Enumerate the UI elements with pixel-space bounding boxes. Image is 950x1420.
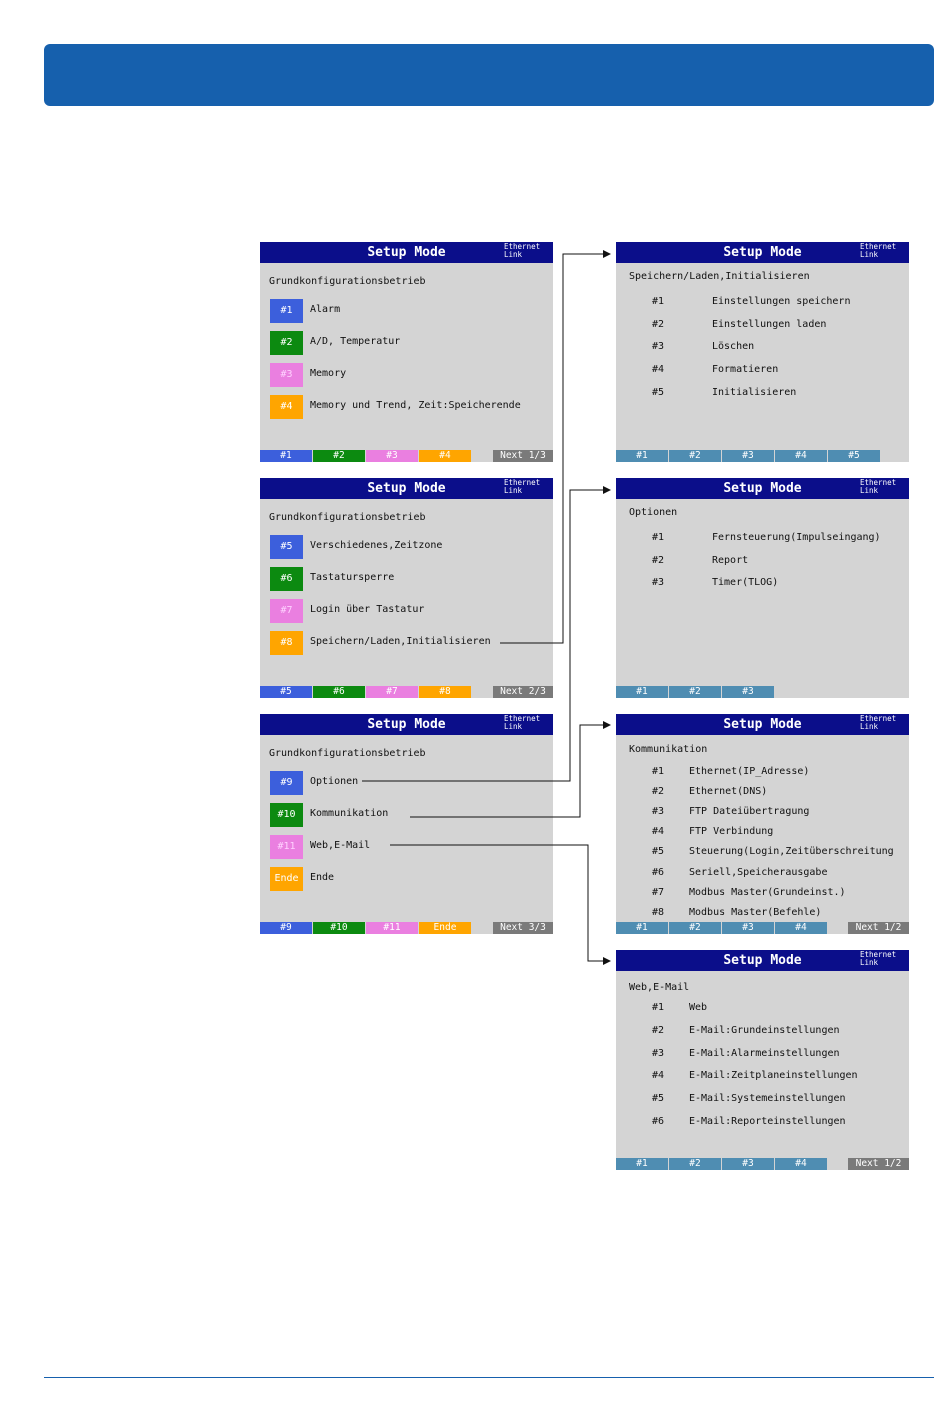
submenu-item-number[interactable]: #2 xyxy=(652,786,665,798)
function-key[interactable]: #8 xyxy=(419,686,471,698)
connector-kommunikation xyxy=(410,721,610,817)
screen-heading: Grundkonfigurationsbetrieb xyxy=(269,512,426,523)
ethernet-label: Ethernet xyxy=(860,950,897,959)
function-key[interactable]: #3 xyxy=(722,922,774,934)
menu-option-key[interactable]: #1 xyxy=(270,299,303,323)
menu-option-key[interactable]: #4 xyxy=(270,395,303,419)
menu-option-key[interactable]: #6 xyxy=(270,567,303,591)
menu-option-label[interactable]: Login über Tastatur xyxy=(310,604,425,615)
screen-heading: Optionen xyxy=(629,507,678,518)
next-page-key[interactable]: Next 2/3 xyxy=(493,686,553,698)
ethernet-label: Ethernet xyxy=(860,242,897,251)
ethernet-label: Ethernet xyxy=(860,478,897,487)
screen-title: Setup Mode xyxy=(723,245,802,260)
menu-option-label[interactable]: Verschiedenes,Zeitzone xyxy=(310,540,443,551)
submenu-item-label[interactable]: FTP Verbindung xyxy=(689,826,774,838)
menu-option-key[interactable]: #2 xyxy=(270,331,303,355)
menu-option-key[interactable]: #8 xyxy=(270,631,303,655)
screen-heading: Web,E-Mail xyxy=(629,982,690,993)
ethernet-label: Ethernet xyxy=(860,714,897,723)
submenu-item-label[interactable]: Fernsteuerung(Impulseingang) xyxy=(712,532,881,543)
link-label: Link xyxy=(860,957,879,967)
footer-rule xyxy=(44,1377,934,1378)
submenu-item-label[interactable]: Timer(TLOG) xyxy=(712,577,779,589)
submenu-item-label[interactable]: Report xyxy=(712,554,749,566)
function-key[interactable]: #3 xyxy=(366,450,418,462)
screen-title: Setup Mode xyxy=(723,481,802,496)
connector-web-email xyxy=(390,845,610,961)
screen-heading: Speichern/Laden,Initialisieren xyxy=(629,271,810,282)
function-key[interactable]: #2 xyxy=(313,450,365,462)
function-key[interactable]: #3 xyxy=(722,1158,774,1170)
function-key[interactable]: #3 xyxy=(722,450,774,462)
function-key[interactable]: #3 xyxy=(722,686,774,698)
submenu-item-number[interactable]: #3 xyxy=(652,1047,665,1059)
submenu-item-number[interactable]: #1 xyxy=(652,1002,665,1013)
link-label: Link xyxy=(860,485,879,495)
menu-option-label[interactable]: Kommunikation xyxy=(310,808,389,819)
submenu-item-label[interactable]: Steuerung(Login,Zeitüberschreitung xyxy=(689,846,894,858)
next-page-key[interactable]: Next 1/2 xyxy=(848,1158,909,1170)
submenu-item-number[interactable]: #7 xyxy=(652,886,665,898)
submenu-item-label[interactable]: E-Mail:Alarmeinstellungen xyxy=(689,1047,840,1059)
submenu-item-number[interactable]: #4 xyxy=(652,826,665,838)
submenu-item-number[interactable]: #1 xyxy=(652,532,665,543)
function-key[interactable]: #2 xyxy=(669,450,721,462)
connector-speichern-laden xyxy=(500,254,610,643)
menu-option-label[interactable]: Alarm xyxy=(310,304,341,315)
function-key[interactable]: #10 xyxy=(313,922,365,934)
submenu-item-number[interactable]: #6 xyxy=(652,1116,665,1127)
screen-heading: Grundkonfigurationsbetrieb xyxy=(269,748,426,759)
menu-option-label[interactable]: Ende xyxy=(310,872,335,883)
function-key[interactable]: #6 xyxy=(313,686,365,698)
menu-option-key[interactable]: #5 xyxy=(270,535,303,559)
submenu-item-number[interactable]: #5 xyxy=(652,846,665,858)
menu-option-key[interactable]: #3 xyxy=(270,363,303,387)
submenu-item-number[interactable]: #2 xyxy=(652,1024,665,1036)
submenu-item-number[interactable]: #3 xyxy=(652,341,665,353)
function-key[interactable]: #5 xyxy=(828,450,880,462)
function-key[interactable]: #1 xyxy=(616,1158,668,1170)
screen-heading: Grundkonfigurationsbetrieb xyxy=(269,276,426,287)
ethernet-label: Ethernet xyxy=(504,714,541,723)
submenu-item-number[interactable]: #8 xyxy=(652,906,665,918)
submenu-item-label[interactable]: E-Mail:Zeitplaneinstellungen xyxy=(689,1070,858,1082)
function-key[interactable]: #2 xyxy=(669,686,721,698)
next-page-key[interactable]: Next 3/3 xyxy=(493,922,553,934)
submenu-item-label[interactable]: Web xyxy=(689,1002,708,1013)
function-key[interactable]: #9 xyxy=(260,922,312,934)
submenu-item-number[interactable]: #3 xyxy=(652,806,665,818)
submenu-item-number[interactable]: #3 xyxy=(652,577,665,589)
function-key[interactable]: #4 xyxy=(775,922,827,934)
function-key[interactable]: #1 xyxy=(616,922,668,934)
menu-option-key[interactable]: #10 xyxy=(270,803,303,827)
menu-option-label[interactable]: Optionen xyxy=(310,776,359,787)
function-key[interactable]: #2 xyxy=(669,922,721,934)
submenu-item-number[interactable]: #5 xyxy=(652,386,665,398)
submenu-item-label[interactable]: Einstellungen speichern xyxy=(712,296,851,307)
submenu-item-label[interactable]: Initialisieren xyxy=(712,386,797,398)
submenu-item-label[interactable]: Ethernet(DNS) xyxy=(689,786,768,798)
screen-heading: Kommunikation xyxy=(629,744,708,755)
menu-option-key[interactable]: Ende xyxy=(270,867,303,891)
screen-title: Setup Mode xyxy=(723,717,802,732)
submenu-item-label[interactable]: FTP Dateiübertragung xyxy=(689,806,810,818)
menu-option-label[interactable]: Web,E-Mail xyxy=(310,840,371,851)
function-key[interactable]: #1 xyxy=(616,450,668,462)
ethernet-label: Ethernet xyxy=(504,242,541,251)
submenu-item-label[interactable]: Einstellungen laden xyxy=(712,318,827,330)
link-label: Link xyxy=(860,249,879,259)
menu-option-label[interactable]: Speichern/Laden,Initialisieren xyxy=(310,636,491,647)
submenu-item-number[interactable]: #5 xyxy=(652,1093,665,1105)
menu-option-label[interactable]: Tastatursperre xyxy=(310,572,395,583)
next-page-key[interactable]: Next 1/2 xyxy=(848,922,909,934)
function-key[interactable]: #11 xyxy=(366,922,418,934)
submenu-item-number[interactable]: #1 xyxy=(652,296,665,307)
link-label: Link xyxy=(504,721,523,731)
menu-option-label[interactable]: A/D, Temperatur xyxy=(310,336,401,347)
link-label: Link xyxy=(504,249,523,259)
function-key[interactable]: #5 xyxy=(260,686,312,698)
submenu-item-number[interactable]: #4 xyxy=(652,364,665,376)
submenu-item-label[interactable]: Modbus Master(Befehle) xyxy=(689,906,822,918)
submenu-item-number[interactable]: #1 xyxy=(652,766,665,777)
menu-option-label[interactable]: Memory und Trend, Zeit:Speicherende xyxy=(310,400,521,411)
submenu-item-label[interactable]: E-Mail:Reporteinstellungen xyxy=(689,1116,846,1127)
submenu-item-number[interactable]: #2 xyxy=(652,554,665,566)
submenu-item-number[interactable]: #2 xyxy=(652,318,665,330)
submenu-item-label[interactable]: Seriell,Speicherausgabe xyxy=(689,866,828,878)
submenu-item-label[interactable]: Löschen xyxy=(712,341,755,353)
screen-title: Setup Mode xyxy=(367,481,446,496)
screen-title: Setup Mode xyxy=(723,953,802,968)
submenu-item-label[interactable]: Ethernet(IP_Adresse) xyxy=(689,766,810,777)
function-key[interactable]: #1 xyxy=(616,686,668,698)
submenu-item-label[interactable]: Formatieren xyxy=(712,364,779,376)
menu-option-key[interactable]: #11 xyxy=(270,835,303,859)
function-key[interactable]: Ende xyxy=(419,922,471,934)
menu-option-label[interactable]: Memory xyxy=(310,368,347,379)
screen-title: Setup Mode xyxy=(367,717,446,732)
next-page-key[interactable]: Next 1/3 xyxy=(493,450,553,462)
function-key[interactable]: #4 xyxy=(775,1158,827,1170)
submenu-item-label[interactable]: E-Mail:Systemeinstellungen xyxy=(689,1093,846,1105)
link-label: Link xyxy=(504,485,523,495)
menu-option-key[interactable]: #9 xyxy=(270,771,303,795)
submenu-item-label[interactable]: E-Mail:Grundeinstellungen xyxy=(689,1024,840,1036)
function-key[interactable]: #4 xyxy=(775,450,827,462)
link-label: Link xyxy=(860,721,879,731)
screen-title: Setup Mode xyxy=(367,245,446,260)
submenu-item-label[interactable]: Modbus Master(Grundeinst.) xyxy=(689,886,846,898)
menu-option-key[interactable]: #7 xyxy=(270,599,303,623)
ethernet-label: Ethernet xyxy=(504,478,541,487)
function-key[interactable]: #7 xyxy=(366,686,418,698)
function-key[interactable]: #1 xyxy=(260,450,312,462)
function-key[interactable]: #2 xyxy=(669,1158,721,1170)
function-key[interactable]: #4 xyxy=(419,450,471,462)
submenu-item-number[interactable]: #6 xyxy=(652,866,665,878)
connector-optionen xyxy=(362,490,610,781)
submenu-item-number[interactable]: #4 xyxy=(652,1070,665,1082)
